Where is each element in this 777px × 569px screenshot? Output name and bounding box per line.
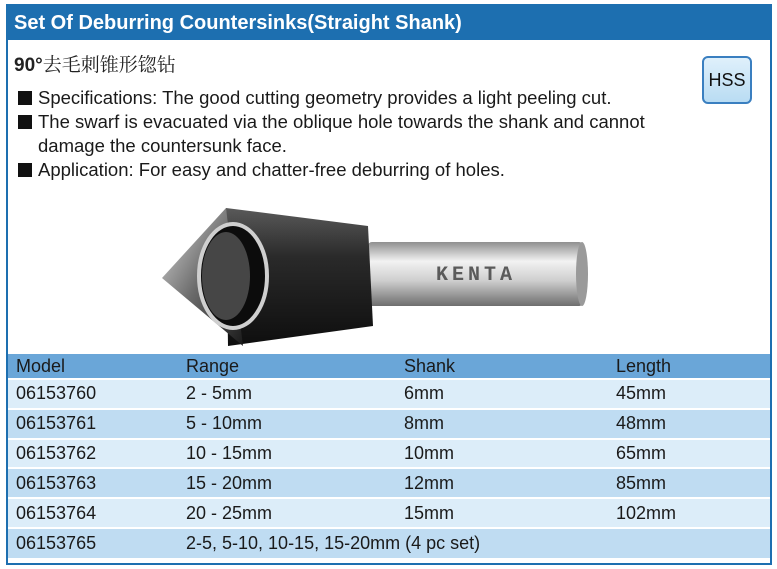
header-shank: Shank: [396, 354, 608, 379]
spec-item: [14, 86, 704, 110]
square-bullet-icon: [18, 115, 32, 129]
cell-range: 15 - 20mm: [178, 468, 396, 498]
cell-length: 85mm: [608, 468, 770, 498]
angle-label: 90°: [14, 55, 43, 76]
spec-text: Application: For easy and chatter-free deburring of holes.: [38, 159, 505, 180]
spec-list: [14, 86, 704, 182]
cell-model: 06153764: [8, 498, 178, 528]
cell-range: 20 - 25mm: [178, 498, 396, 528]
cell-length: 48mm: [608, 409, 770, 439]
countersink-tool-image: [158, 196, 598, 356]
square-bullet-icon: [18, 91, 32, 105]
spec-item: [14, 158, 704, 182]
page-title: Set Of Deburring Countersinks(Straight Shank): [8, 6, 770, 40]
cell-shank: 15mm: [396, 498, 608, 528]
cell-range: 5 - 10mm: [178, 409, 396, 439]
spec-item: [14, 110, 704, 158]
cell-length: 65mm: [608, 439, 770, 469]
table-row-set: [8, 528, 770, 558]
hss-badge: HSS: [702, 56, 752, 104]
table-row: [8, 498, 770, 528]
cell-shank: 8mm: [396, 409, 608, 439]
table-row: [8, 379, 770, 409]
cell-range: 10 - 15mm: [178, 439, 396, 469]
cell-model: 06153763: [8, 468, 178, 498]
table-header-row: [8, 354, 770, 379]
cell-model: 06153762: [8, 439, 178, 469]
cell-shank: 10mm: [396, 439, 608, 469]
cell-model: 06153760: [8, 379, 178, 409]
cell-range: 2 - 5mm: [178, 379, 396, 409]
header-range: Range: [178, 354, 396, 379]
cell-model: 06153765: [8, 528, 178, 558]
spec-text: The swarf is evacuated via the oblique hole towards the shank and cannot damage the countersunk face.: [38, 111, 645, 156]
cell-length: 102mm: [608, 498, 770, 528]
product-sheet: [6, 4, 772, 565]
header-model: Model: [8, 354, 178, 379]
cell-shank: 6mm: [396, 379, 608, 409]
table-row: [8, 409, 770, 439]
cell-model: 06153761: [8, 409, 178, 439]
brand-mark: KENTA: [435, 264, 517, 287]
square-bullet-icon: [18, 163, 32, 177]
subtitle: [14, 50, 176, 77]
spec-text: Specifications: The good cutting geometry provides a light peeling cut.: [38, 87, 612, 108]
cell-shank: 12mm: [396, 468, 608, 498]
cell-length: 45mm: [608, 379, 770, 409]
header-length: Length: [608, 354, 770, 379]
table-row: [8, 468, 770, 498]
table-row: [8, 439, 770, 469]
chinese-name: 去毛刺锥形锪钻: [42, 55, 176, 76]
cell-set-description: 2-5, 5-10, 10-15, 15-20mm (4 pc set): [178, 528, 770, 558]
spec-table: [8, 354, 770, 558]
